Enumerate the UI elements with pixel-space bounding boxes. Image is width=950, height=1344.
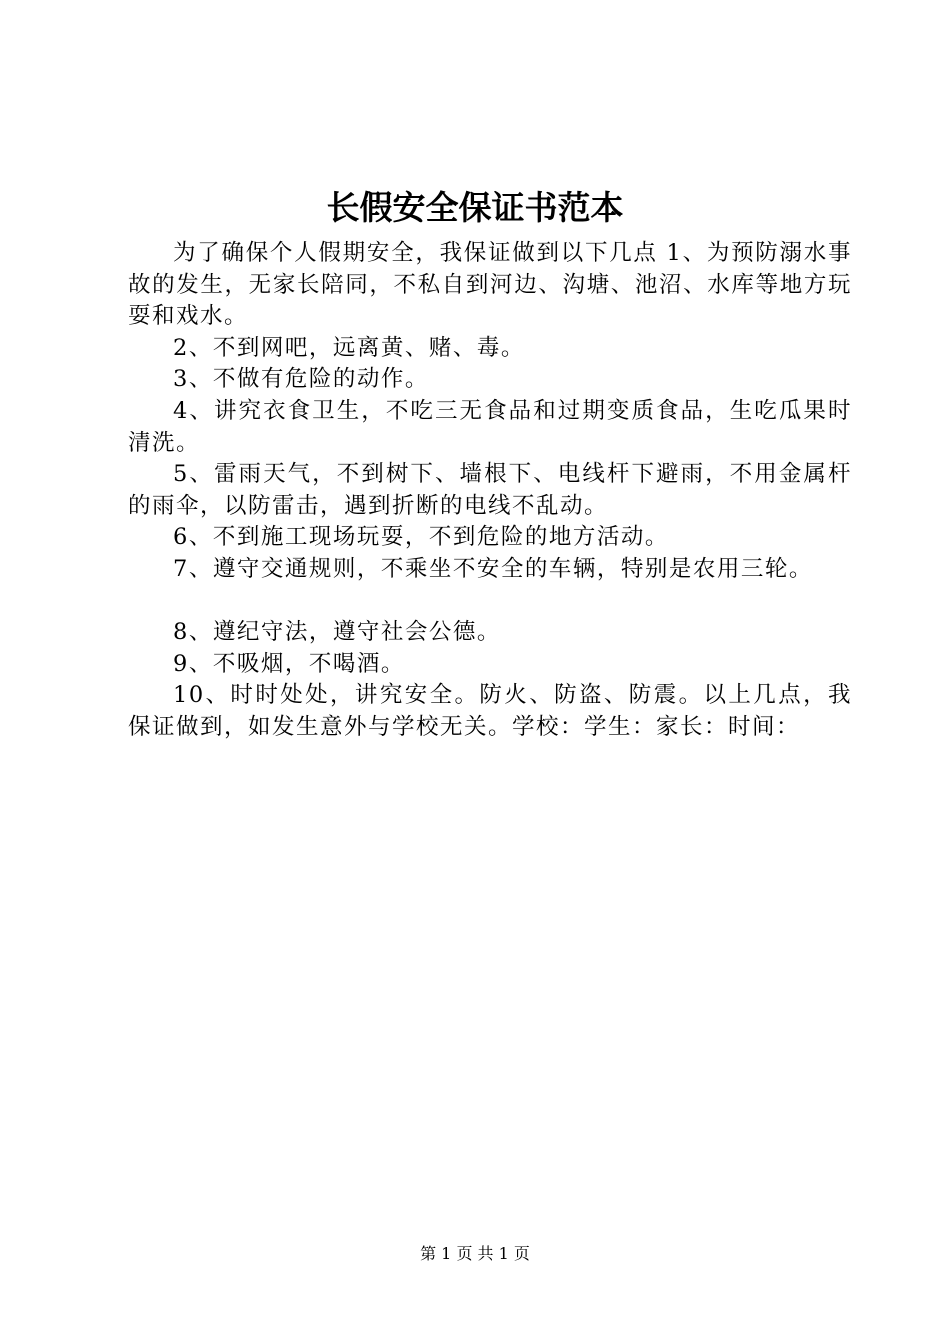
paragraph-item-2: 2、不到网吧，远离黄、赌、毒。 xyxy=(173,334,525,361)
document-title: 长假安全保证书范本 xyxy=(326,188,624,227)
paragraph-item-3: 3、不做有危险的动作。 xyxy=(173,366,429,393)
paragraph-item-7: 7、遵守交通规则，不乘坐不安全的车辆，特别是农用三轮。 xyxy=(173,555,813,582)
paragraph-item-10: 10、时时处处，讲究安全。防火、防盗、防震。以上几点，我保证做到，如发生意外与学校无关。学校：学生：家长：时间： xyxy=(128,682,852,740)
paragraph-spacer xyxy=(128,586,852,618)
paragraph-item-4: 4、讲究衣食卫生，不吃三无食品和过期变质食品，生吃瓜果时清洗。 xyxy=(128,397,852,456)
paragraph-item-9: 9、不吸烟，不喝酒。 xyxy=(173,650,405,677)
page-footer: 第 1 页 共 1 页 xyxy=(420,1244,530,1263)
paragraph-intro: 为了确保个人假期安全，我保证做到以下几点 1、为预防溺水事故的发生，无家长陪同，不私自到河边、沟塘、池沼、水库等地方玩耍和戏水。 xyxy=(128,240,852,330)
document-body xyxy=(128,238,852,744)
paragraph-item-5: 5、雷雨天气，不到树下、墙根下、电线杆下避雨，不用金属杆的雨伞，以防雷击，遇到折断的电线不乱动。 xyxy=(128,461,852,519)
paragraph-item-8: 8、遵纪守法，遵守社会公德。 xyxy=(173,619,501,646)
paragraph-item-6: 6、不到施工现场玩耍，不到危险的地方活动。 xyxy=(173,524,669,551)
